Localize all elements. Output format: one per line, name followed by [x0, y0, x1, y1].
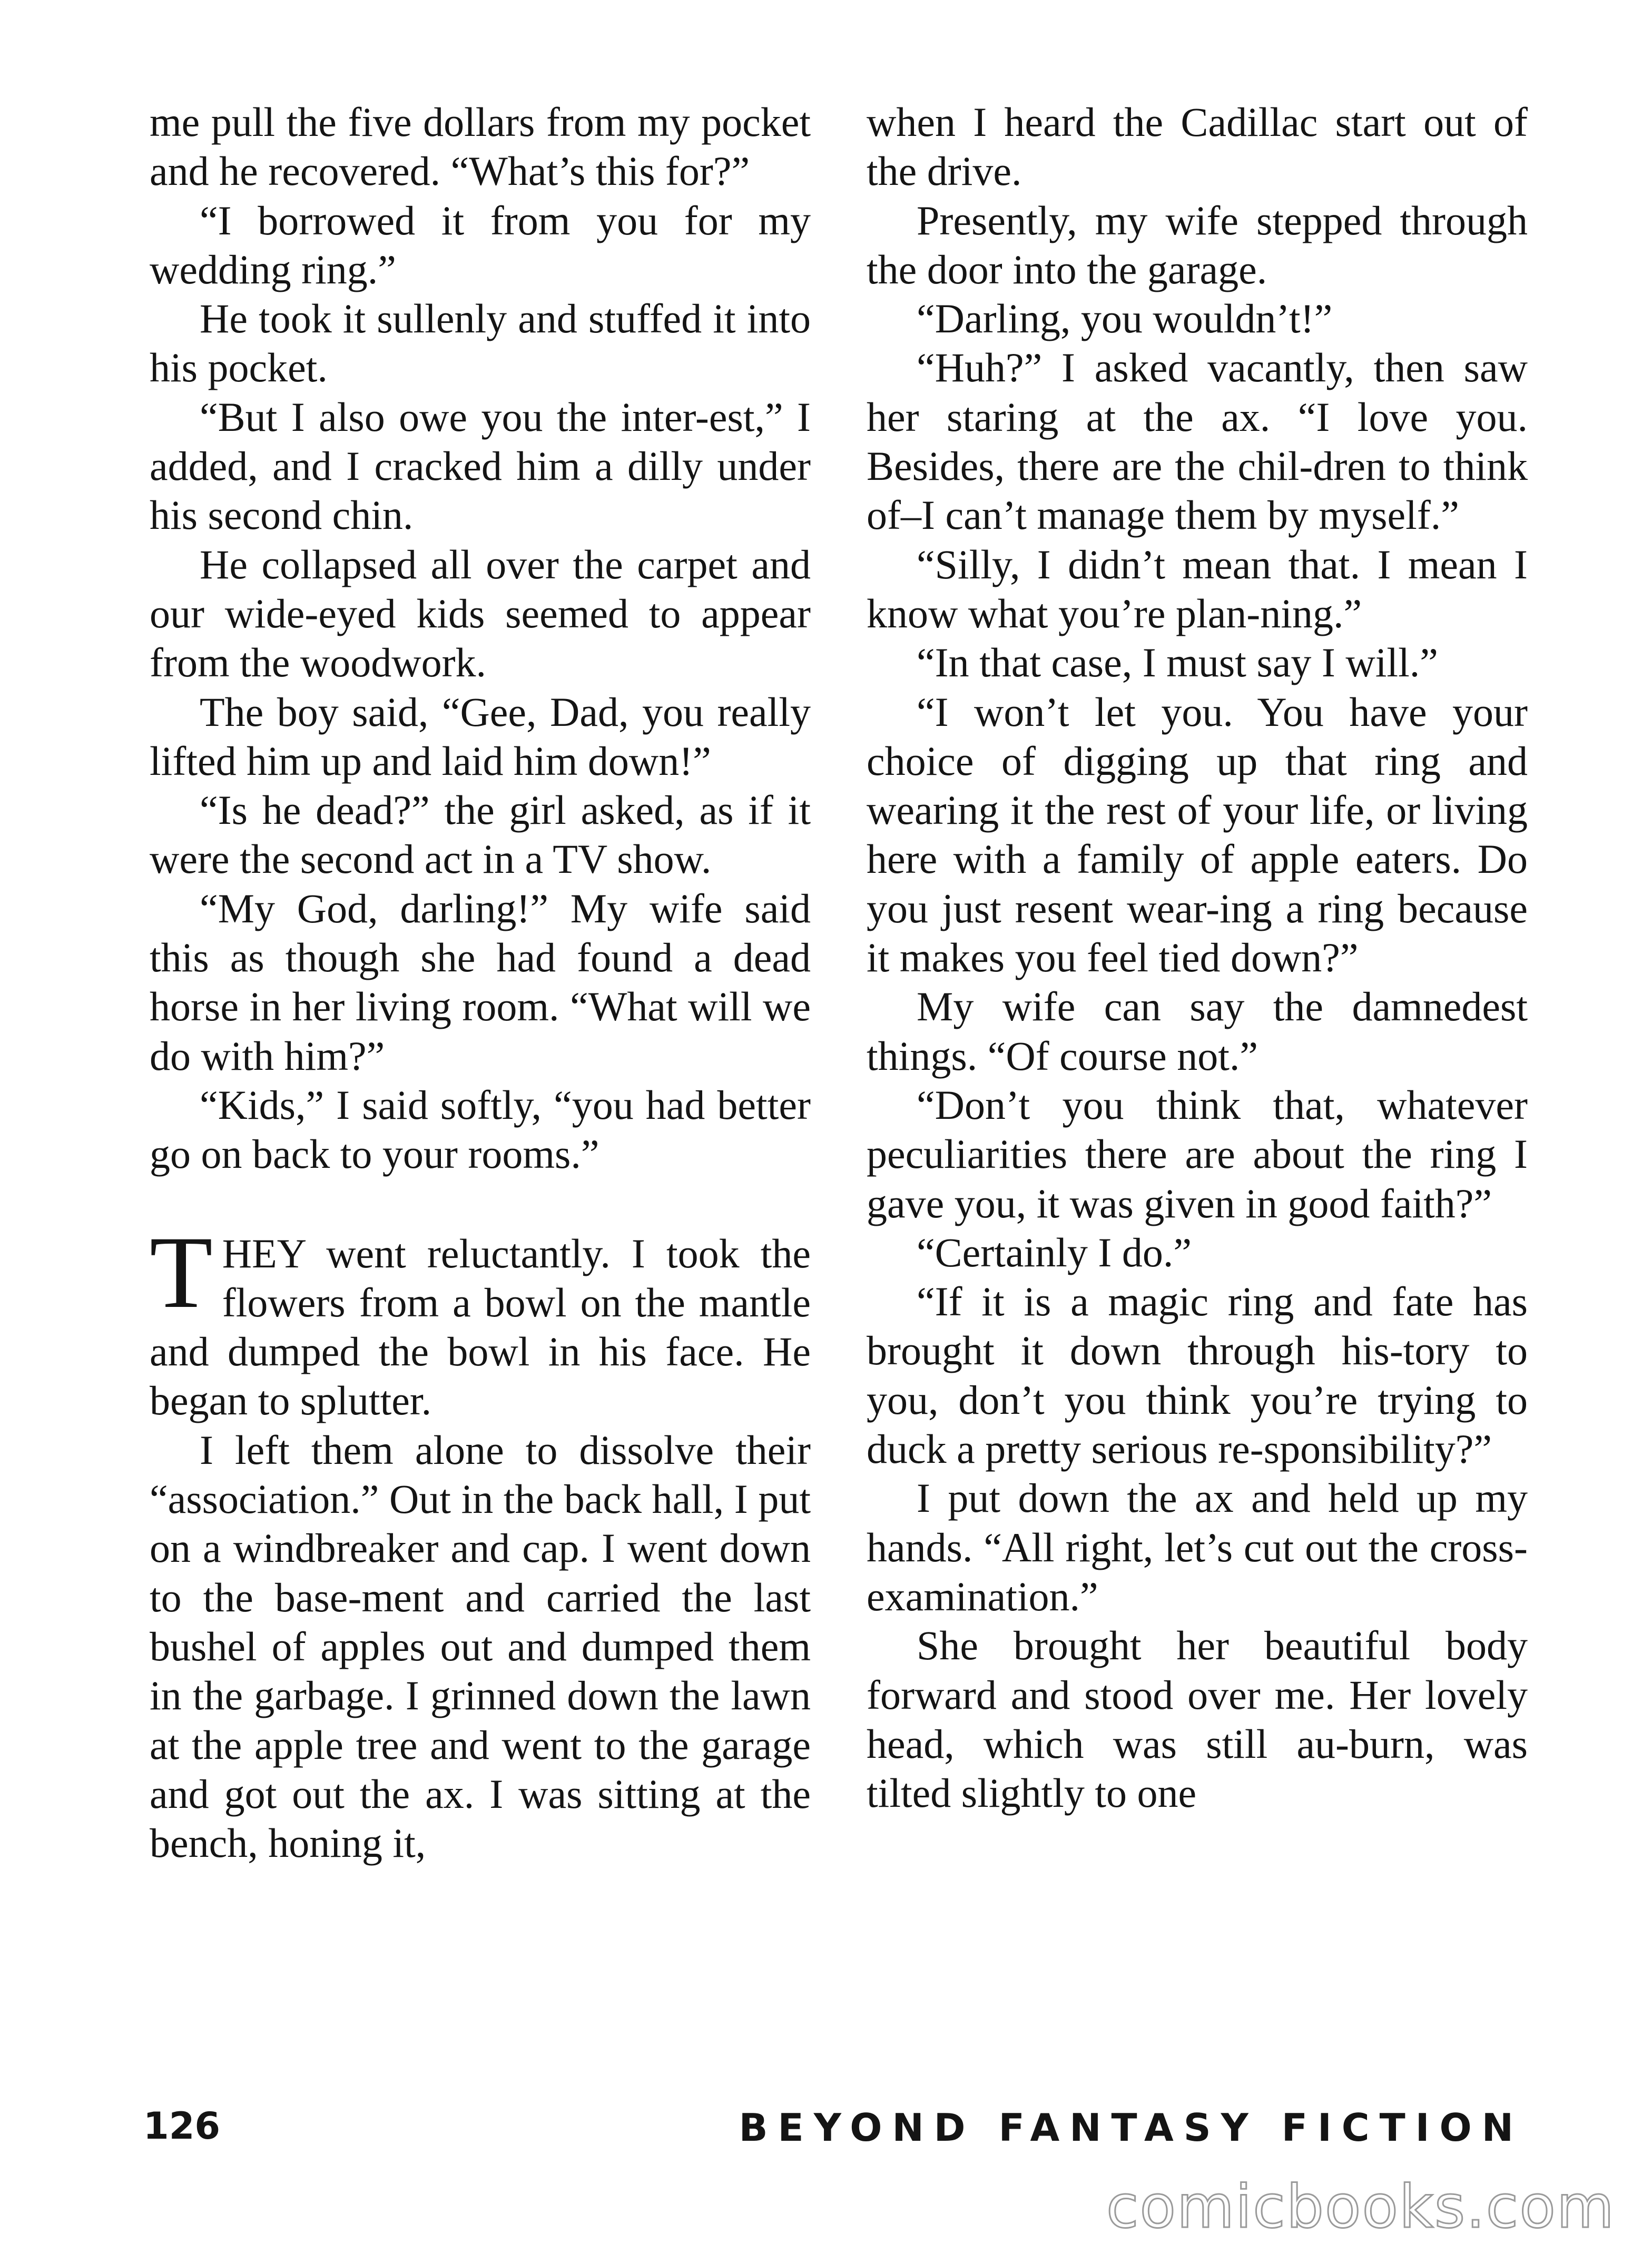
drop-cap-letter: T: [150, 1215, 213, 1330]
paragraph: “If it is a magic ring and fate has brought it down through his-tory to you, don’t you think you’re trying to duck a pretty serious re-sponsibility?”: [867, 1278, 1528, 1472]
paragraph: “In that case, I must say I will.”: [917, 639, 1438, 686]
section-opening-paragraph: [150, 1215, 811, 1425]
page-footer: [143, 2104, 1523, 2157]
paragraph: me pull the five dollars from my pocket and he recovered. “What’s this for?”: [150, 99, 811, 194]
paragraph: when I heard the Cadillac start out of the drive.: [867, 99, 1528, 194]
text-column-left: [150, 97, 811, 1867]
paragraph: “But I also owe you the inter-est,” I added, and I cracked him a dilly under his second chin.: [150, 393, 811, 538]
paragraph: “Darling, you wouldn’t!”: [917, 296, 1333, 342]
paragraph: “Kids,” I said softly, “you had better go on back to your rooms.”: [150, 1081, 811, 1177]
text-column-right: [867, 97, 1528, 1817]
paragraph: “Huh?” I asked vacantly, then saw her staring at the ax. “I love you. Besides, there are the chil-dren to think of–I can’t manage them by myself.”: [867, 345, 1528, 538]
paragraph: He took it sullenly and stuffed it into his pocket.: [150, 296, 811, 391]
paragraph: “Don’t you think that, whatever peculiarities there are about the ring I gave you, it was given in good faith?”: [867, 1081, 1528, 1226]
section-opening-text: HEY went reluctantly. I took the flowers from a bowl on the mantle and dumped the bowl in his face. He began to splutter.: [150, 1230, 811, 1424]
paragraph: “Is he dead?” the girl asked, as if it were the second act in a TV show.: [150, 787, 811, 882]
paragraph: The boy said, “Gee, Dad, you really lifted him up and laid him down!”: [150, 688, 811, 784]
paragraph: “I borrowed it from you for my wedding ring.”: [150, 197, 811, 292]
watermark: comicbooks.com: [1106, 2173, 1615, 2241]
paragraph: “Certainly I do.”: [917, 1229, 1192, 1275]
paragraph: He collapsed all over the carpet and our wide-eyed kids seemed to appear from the woodwork.: [150, 541, 811, 686]
paragraph: “My God, darling!” My wife said this as though she had found a dead horse in her living room. “What will we do with him?”: [150, 885, 811, 1079]
paragraph: “I won’t let you. You have your choice of digging up that ring and wearing it the rest of your life, or living here with a family of apple eaters. Do you just resent wear-ing a ring because it makes you feel tied down?”: [867, 688, 1528, 981]
running-title: BEYOND FANTASY FICTION: [739, 2105, 1523, 2150]
paragraph: I left them alone to dissolve their “association.” Out in the back hall, I put on a windbreaker and cap. I went down to the base-ment and carried the last bushel of apples out and dumped them in the garbage. I grinned down the lawn at the apple tree and went to the garage and got out the ax. I was sitting at the bench, honing it,: [150, 1426, 811, 1866]
page-number: 126: [143, 2104, 221, 2148]
paragraph: Presently, my wife stepped through the door into the garage.: [867, 197, 1528, 292]
paragraph: My wife can say the damnedest things. “Of course not.”: [867, 983, 1528, 1079]
paragraph: “Silly, I didn’t mean that. I mean I know what you’re plan-ning.”: [867, 541, 1528, 636]
paragraph: She brought her beautiful body forward and stood over me. Her lovely head, which was still au-burn, was tilted slightly to one: [867, 1622, 1528, 1816]
paragraph: I put down the ax and held up my hands. “All right, let’s cut out the cross-examination.”: [867, 1475, 1528, 1619]
